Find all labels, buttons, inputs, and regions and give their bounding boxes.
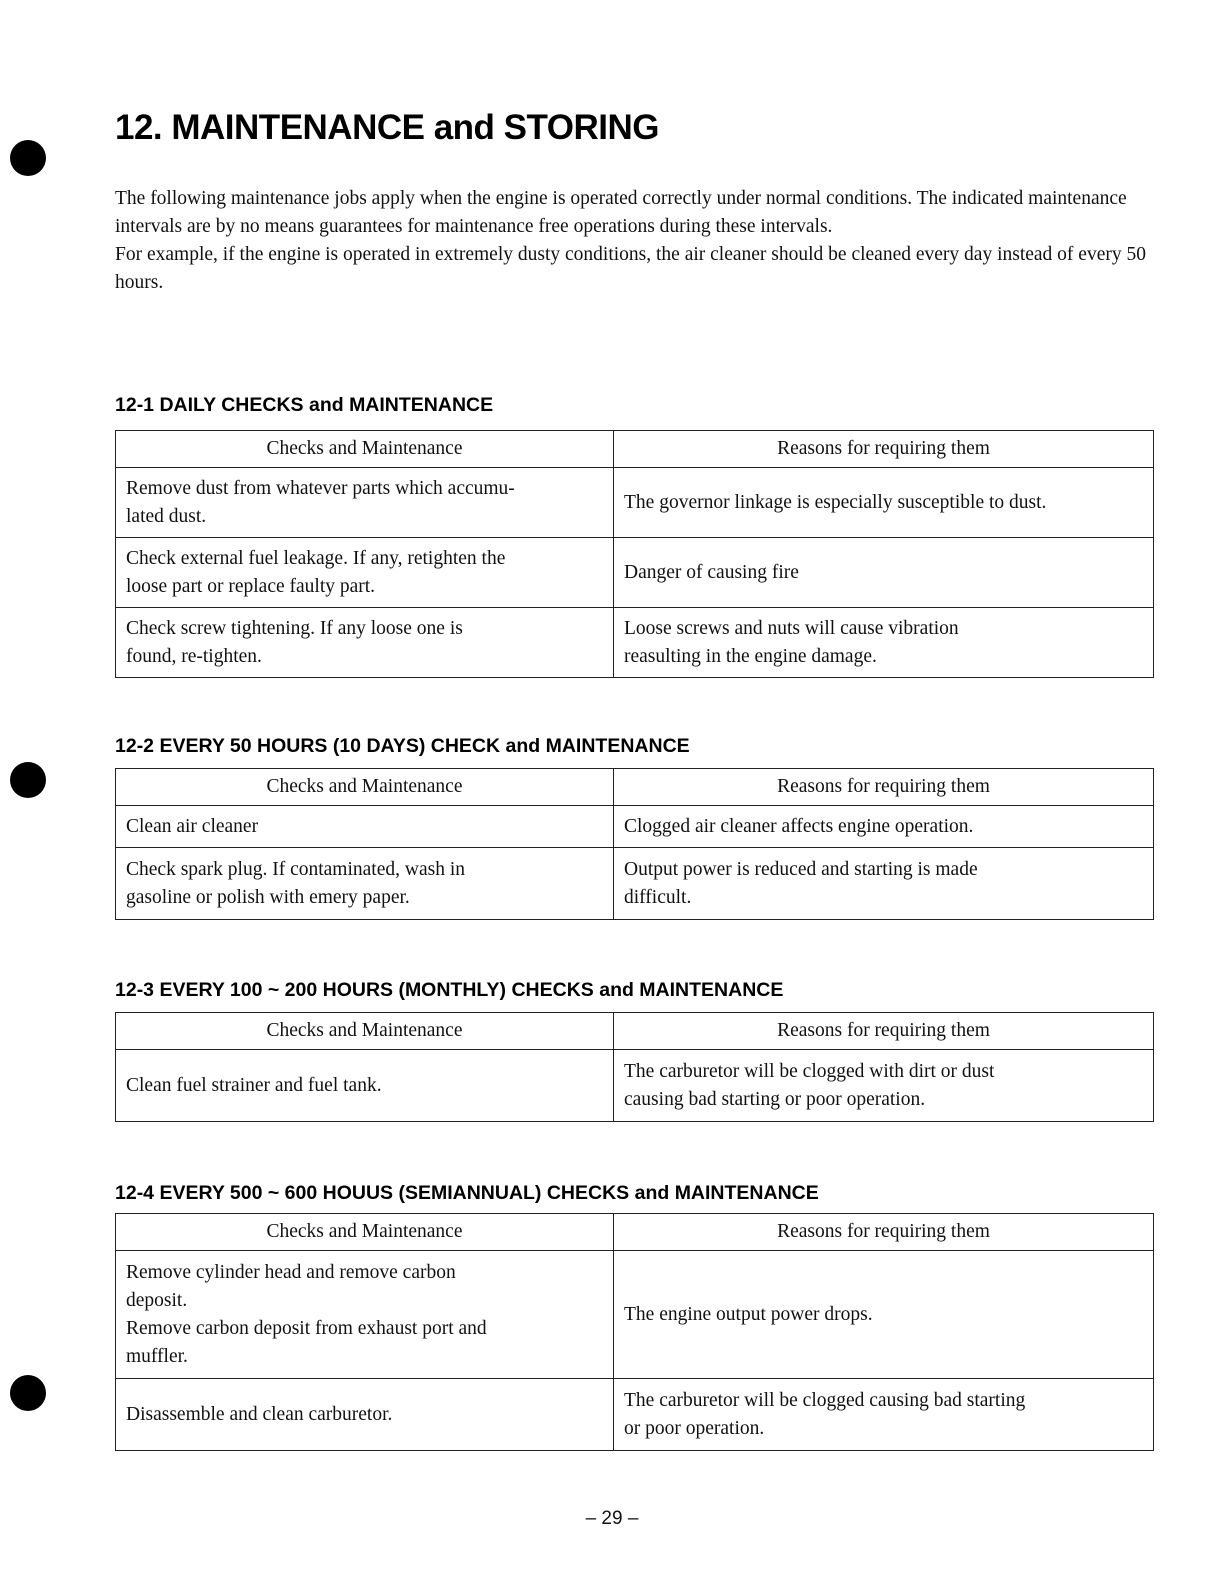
column-header-reasons: Reasons for requiring them: [614, 1214, 1154, 1251]
table-header-row: [116, 1214, 1154, 1251]
column-header-reasons: Reasons for requiring them: [614, 1013, 1154, 1050]
binder-hole-top: [10, 140, 46, 176]
reason-cell: [614, 806, 1154, 848]
check-text: Remove cylinder head and remove carbon: [126, 1261, 456, 1283]
reason-cell: [614, 1379, 1154, 1451]
section-heading-daily: 12-1 DAILY CHECKS and MAINTENANCE: [115, 394, 494, 416]
section-heading-monthly: 12-3 EVERY 100 ~ 200 HOURS (MONTHLY) CHECKS and MAINTENANCE: [115, 979, 784, 1001]
daily-checks-table: [115, 430, 1154, 678]
table-row: [116, 1379, 1154, 1451]
fifty-hour-checks-table: [115, 768, 1154, 920]
column-header-reasons: Reasons for requiring them: [614, 431, 1154, 468]
reason-cell: [614, 1050, 1154, 1122]
table-row: [116, 468, 1154, 538]
check-text: deposit.: [126, 1289, 188, 1311]
reason-text: Clogged air cleaner affects engine operation.: [624, 815, 974, 837]
table-row: [116, 1050, 1154, 1122]
table-header-row: [116, 431, 1154, 468]
table-row: [116, 848, 1154, 920]
table-row: [116, 538, 1154, 608]
check-text: found, re-tighten.: [126, 645, 262, 667]
monthly-checks-table: [115, 1012, 1154, 1122]
reason-text: Danger of causing fire: [624, 561, 799, 583]
reason-cell: [614, 848, 1154, 920]
column-header-checks: Checks and Maintenance: [116, 1214, 614, 1251]
reason-text: The carburetor will be clogged with dirt or dust: [624, 1060, 995, 1082]
column-header-checks: Checks and Maintenance: [116, 769, 614, 806]
check-text: Clean air cleaner: [126, 815, 259, 837]
semiannual-checks-table: [115, 1213, 1154, 1451]
table-header-row: [116, 769, 1154, 806]
reason-cell: [614, 1251, 1154, 1379]
check-text: Check external fuel leakage. If any, retighten the: [126, 547, 506, 569]
reason-cell: [614, 608, 1154, 678]
table-row: [116, 608, 1154, 678]
check-text: muffler.: [126, 1345, 188, 1367]
table-row: [116, 1251, 1154, 1379]
check-cell: [116, 1379, 614, 1451]
intro-paragraph-2: For example, if the engine is operated in extremely dusty conditions, the air cleaner should be cleaned every day instead of every 50 hours.: [115, 244, 1146, 293]
reason-text: or poor operation.: [624, 1417, 765, 1439]
check-text: loose part or replace faulty part.: [126, 575, 376, 597]
check-text: Disassemble and clean carburetor.: [126, 1403, 393, 1425]
reason-text: causing bad starting or poor operation.: [624, 1088, 926, 1110]
check-cell: [116, 468, 614, 538]
reason-text: The governor linkage is especially susceptible to dust.: [624, 491, 1047, 513]
check-cell: [116, 1251, 614, 1379]
reason-text: reasulting in the engine damage.: [624, 645, 877, 667]
check-cell: [116, 806, 614, 848]
section-heading-50-hours: 12-2 EVERY 50 HOURS (10 DAYS) CHECK and MAINTENANCE: [115, 735, 690, 757]
section-heading-semiannual: 12-4 EVERY 500 ~ 600 HOUUS (SEMIANNUAL) CHECKS and MAINTENANCE: [115, 1182, 819, 1204]
column-header-checks: Checks and Maintenance: [116, 1013, 614, 1050]
reason-text: The carburetor will be clogged causing bad starting: [624, 1389, 1026, 1411]
check-text: lated dust.: [126, 505, 207, 527]
table-row: [116, 806, 1154, 848]
check-cell: [116, 608, 614, 678]
column-header-checks: Checks and Maintenance: [116, 431, 614, 468]
check-text: gasoline or polish with emery paper.: [126, 886, 410, 908]
reason-text: The engine output power drops.: [624, 1303, 873, 1325]
reason-cell: [614, 468, 1154, 538]
check-text: Remove carbon deposit from exhaust port and: [126, 1317, 487, 1339]
page-title: 12. MAINTENANCE and STORING: [115, 108, 659, 147]
binder-hole-bottom: [10, 1375, 46, 1411]
check-cell: [116, 1050, 614, 1122]
check-text: Check screw tightening. If any loose one is: [126, 617, 463, 639]
reason-text: difficult.: [624, 886, 692, 908]
binder-hole-middle: [10, 762, 46, 798]
check-cell: [116, 848, 614, 920]
check-text: Check spark plug. If contaminated, wash in: [126, 858, 465, 880]
check-text: Clean fuel strainer and fuel tank.: [126, 1074, 382, 1096]
table-header-row: [116, 1013, 1154, 1050]
page-number: – 29 –: [585, 1508, 639, 1529]
intro-paragraph-1: The following maintenance jobs apply when the engine is operated correctly under normal conditions. The indicated maintenance intervals are by no means guarantees for maintenance free operations during these intervals.: [115, 188, 1127, 237]
check-cell: [116, 538, 614, 608]
reason-cell: [614, 538, 1154, 608]
reason-text: Loose screws and nuts will cause vibration: [624, 617, 959, 639]
check-text: Remove dust from whatever parts which accumu-: [126, 477, 515, 499]
reason-text: Output power is reduced and starting is made: [624, 858, 978, 880]
intro-text: [115, 185, 1155, 297]
column-header-reasons: Reasons for requiring them: [614, 769, 1154, 806]
